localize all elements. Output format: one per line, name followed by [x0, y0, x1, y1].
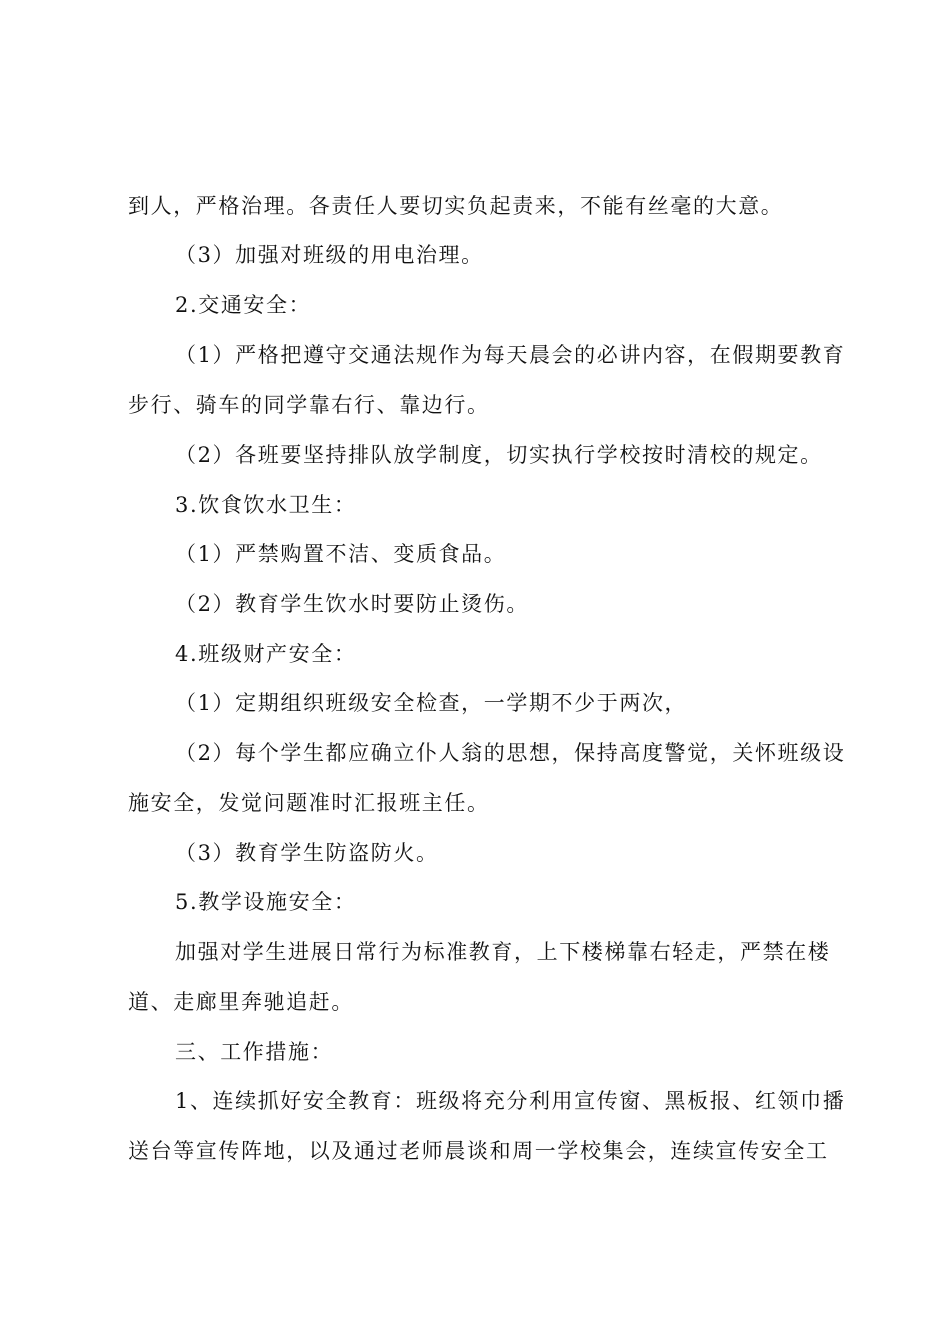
text-line: 送台等宣传阵地，以及通过老师晨谈和周一学校集会，连续宣传安全工 [128, 1139, 829, 1163]
section-heading: 5.教学设施安全： [175, 890, 357, 914]
text-line: （1）定期组织班级安全检查，一学期不少于两次， [175, 691, 688, 715]
text-line: 1、连续抓好安全教育：班级将充分利用宣传窗、黑板报、红领巾播 [175, 1089, 846, 1113]
text-line: （3）教育学生防盗防火。 [175, 841, 439, 865]
text-line: （3）加强对班级的用电治理。 [175, 243, 484, 267]
text-line: （2）教育学生饮水时要防止烫伤。 [175, 592, 529, 616]
section-heading: 2.交通安全： [175, 293, 312, 317]
text-line: （1）严格把遵守交通法规作为每天晨会的必讲内容，在假期要教育 [175, 343, 846, 367]
text-line: （2）各班要坚持排队放学制度，切实执行学校按时清校的规定。 [175, 443, 823, 467]
text-line: 步行、骑车的同学靠右行、靠边行。 [128, 393, 490, 417]
section-heading: 3.饮食饮水卫生： [175, 493, 357, 517]
text-line: 到人，严格治理。各责任人要切实负起责来，不能有丝毫的大意。 [128, 194, 784, 218]
text-line: （2）每个学生都应确立仆人翁的思想，保持高度警觉，关怀班级设 [175, 741, 846, 765]
section-heading: 4.班级财产安全： [175, 642, 357, 666]
text-line: 道、走廊里奔驰追赶。 [128, 990, 354, 1014]
section-heading: 三、工作措施： [175, 1040, 334, 1064]
text-line: （1）严禁购置不洁、变质食品。 [175, 542, 507, 566]
text-line: 施安全，发觉问题准时汇报班主任。 [128, 791, 490, 815]
text-line: 加强对学生进展日常行为标准教育，上下楼梯靠右轻走，严禁在楼 [175, 940, 831, 964]
